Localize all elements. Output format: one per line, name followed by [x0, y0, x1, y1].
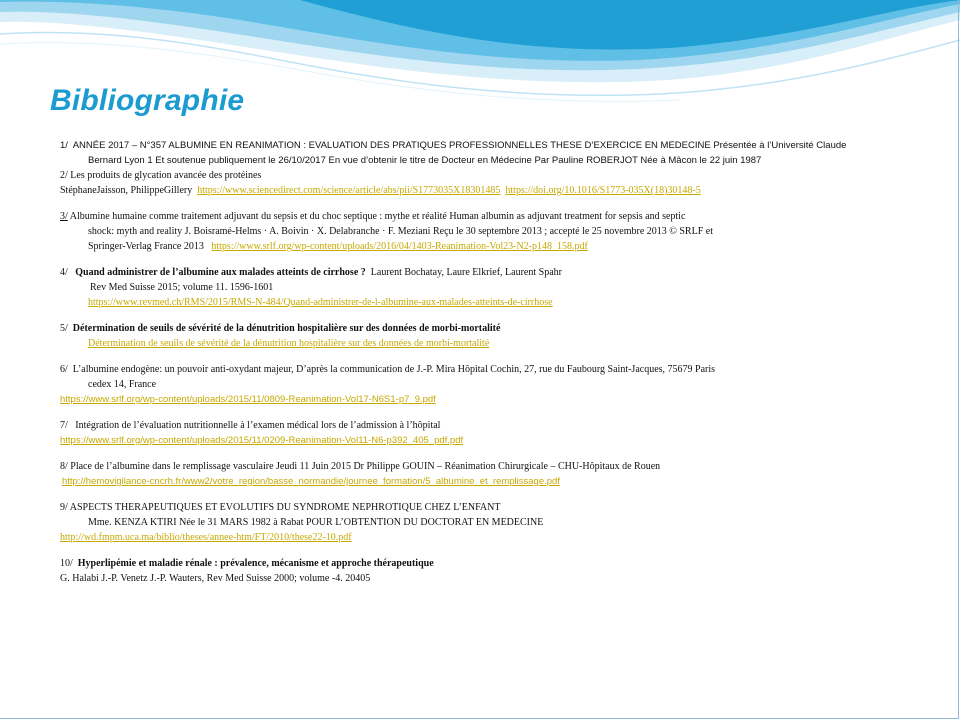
reference-link[interactable]: https://www.srlf.org/wp-content/uploads/2015/11/0809-Reanimation-Vol17-N6S1-p7_9.pdf: [60, 394, 436, 405]
reference-9: [60, 500, 922, 545]
reference-journal: Rev Med Suisse 2015; volume 11. 1596-1601: [90, 282, 274, 293]
spacer: [60, 351, 922, 362]
reference-text-continued: [60, 239, 922, 254]
reference-2: [60, 168, 922, 183]
reference-number: 10/: [60, 558, 73, 569]
reference-3: [60, 209, 922, 254]
reference-title: Détermination de seuils de sévérité de la dénutrition hospitalière sur des données de morbi-mortalité: [72, 323, 501, 334]
reference-title: Les produits de glycation avancée des protéines: [70, 170, 262, 181]
bibliography-list: [60, 138, 922, 586]
reference-text: Albumine humaine comme traitement adjuvant du sepsis et du choc septique : mythe et réalité Human albumin as adjuvant treatment for sepsis and septic: [69, 211, 686, 222]
reference-title: Quand administrer de l’albumine aux malades atteints de cirrhose ?: [75, 267, 366, 278]
reference-link[interactable]: https://www.srlf.org/wp-content/uploads/2016/04/1403-Reanimation-Vol23-N2-p148_158.pdf: [211, 241, 588, 252]
reference-text-continued: Bernard Lyon 1 Et soutenue publiquement le 26/10/2017 En vue d’obtenir le titre de Docteur en Médecine Par Pauline ROBERJOT Née à Mâcon le 22 juin 1987: [88, 155, 762, 166]
spacer: [60, 310, 922, 321]
spacer: [60, 448, 922, 459]
reference-number: 7/: [60, 420, 68, 431]
reference-10: [60, 556, 922, 586]
reference-7: [60, 418, 922, 448]
reference-authors: G. Halabi J.-P. Venetz J.-P. Wauters, Rev Med Suisse 2000; volume -4. 20405: [60, 573, 371, 584]
reference-number: 6/: [60, 364, 68, 375]
reference-text: Place de l’albumine dans le remplissage vasculaire Jeudi 11 Juin 2015 Dr Philippe GOUIN – Réanimation Chirurgicale – CHU-Hôpitaux de Rouen: [70, 461, 661, 472]
reference-number: 8/: [60, 461, 68, 472]
reference-text: Intégration de l’évaluation nutritionnelle à l’examen médical lors de l’admission à l’hôpital: [75, 420, 441, 431]
reference-number: 3/: [60, 211, 68, 222]
reference-text-continued: shock: myth and reality J. Boisramé-Helms · A. Boivin · X. Delabranche · F. Meziani Reçu le 30 septembre 2013 ; accepté le 25 novembre 2013 © SRLF et: [88, 226, 713, 237]
reference-link[interactable]: https://www.sciencedirect.com/science/article/abs/pii/S1773035X18301485: [197, 185, 501, 196]
reference-text-continued: cedex 14, France: [88, 379, 157, 390]
reference-text: L’albumine endogène: un pouvoir anti-oxydant majeur, D’après la communication de J.-P. Mira Hôpital Cochin, 27, rue du Faubourg Saint-Jacques, 75679 Paris: [72, 364, 716, 375]
spacer: [60, 489, 922, 500]
reference-number: 1/: [60, 140, 68, 151]
reference-5: [60, 321, 922, 351]
reference-publisher: Springer-Verlag France 2013: [88, 241, 204, 252]
slide-title: Bibliographie: [50, 84, 245, 117]
spacer: [60, 545, 922, 556]
reference-link[interactable]: http://hemovigilance-cncrh.fr/www2/votre_region/basse_normandie/journee_formation/5_albumine_et_remplissage.pdf: [62, 476, 560, 487]
reference-text-continued: Mme. KENZA KTIRI Née le 31 MARS 1982 à Rabat POUR L’OBTENTION DU DOCTORAT EN MEDECINE: [88, 517, 544, 528]
reference-4: [60, 265, 922, 310]
reference-number: 9/: [60, 502, 68, 513]
reference-6: [60, 362, 922, 407]
reference-number: 4/: [60, 267, 68, 278]
reference-authors: Laurent Bochatay, Laure Elkrief, Laurent Spahr: [370, 267, 562, 278]
reference-authors: StéphaneJaisson, PhilippeGillery: [60, 185, 193, 196]
spacer: [60, 407, 922, 418]
reference-text: ASPECTS THERAPEUTIQUES ET EVOLUTIFS DU SYNDROME NEPHROTIQUE CHEZ L’ENFANT: [69, 502, 501, 513]
reference-link[interactable]: https://www.revmed.ch/RMS/2015/RMS-N-484/Quand-administrer-de-l-albumine-aux-malades-atteints-de-cirrhose: [88, 297, 553, 308]
reference-doi-link[interactable]: https://doi.org/10.1016/S1773-035X(18)30148-5: [505, 185, 701, 196]
reference-title: Hyperlipémie et maladie rénale : prévalence, mécanisme et approche thérapeutique: [77, 558, 434, 569]
reference-text: ANNÉE 2017 – N°357 ALBUMINE EN REANIMATION : EVALUATION DES PRATIQUES PROFESSIONNELLES THESE D’EXERCICE EN MEDECINE Présentée à l’Université Claude: [72, 140, 847, 151]
reference-2-authors-line: [60, 183, 922, 198]
reference-link[interactable]: https://www.srlf.org/wp-content/uploads/2015/11/0209-Reanimation-Vol11-N6-p392_405_pdf.pdf: [60, 435, 464, 446]
reference-number: 2/: [60, 170, 68, 181]
reference-1: [60, 138, 922, 168]
reference-8: [60, 459, 922, 489]
reference-link[interactable]: Détermination de seuils de sévérité de la dénutrition hospitalière sur des données de morbi-mortalité: [88, 338, 490, 349]
spacer: [60, 254, 922, 265]
reference-link[interactable]: http://wd.fmpm.uca.ma/biblio/theses/annee-htm/FT/2010/these22-10.pdf: [60, 532, 352, 543]
reference-number: 5/: [60, 323, 68, 334]
spacer: [60, 198, 922, 209]
